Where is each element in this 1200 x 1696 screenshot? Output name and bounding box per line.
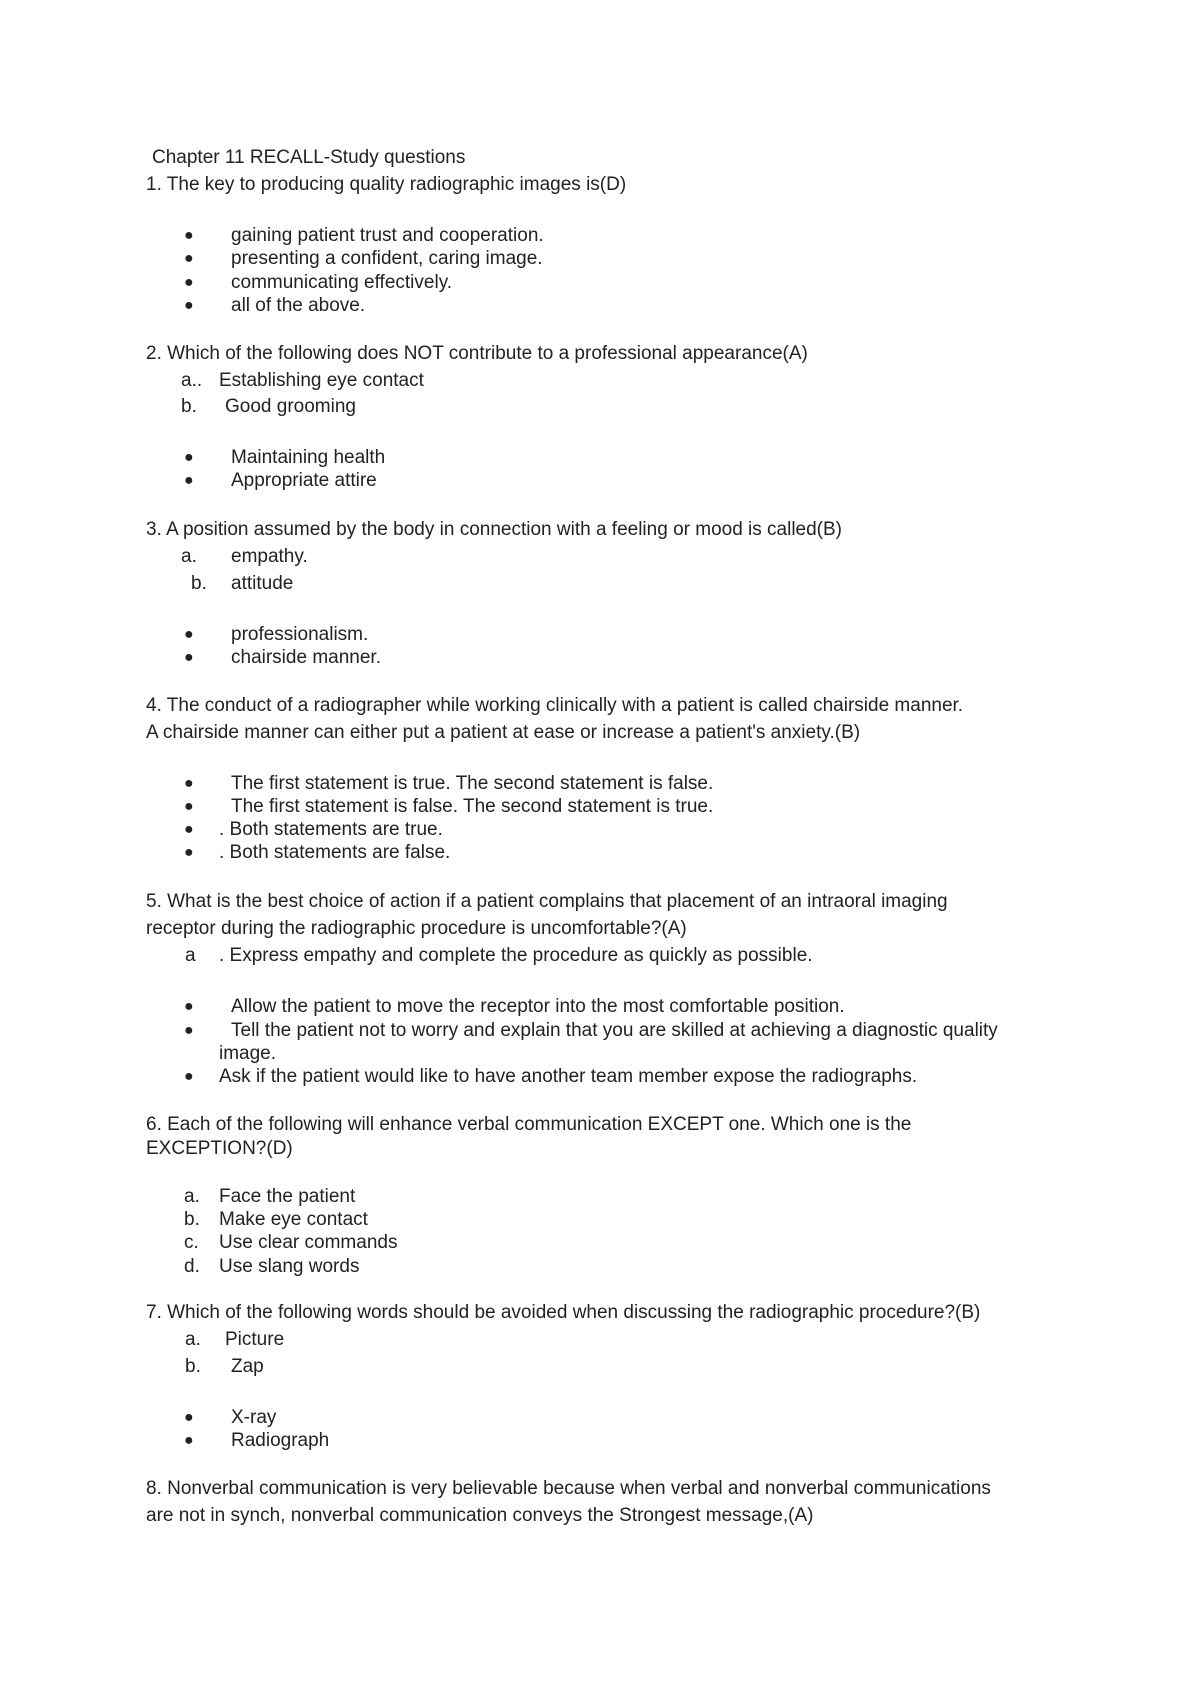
bullet-icon: ● xyxy=(184,1409,194,1426)
bullet-icon: ● xyxy=(184,472,194,489)
question-8-line-1: 8. Nonverbal communication is very believable because when verbal and nonverbal communications xyxy=(146,1478,991,1499)
bullet-icon: ● xyxy=(184,1022,194,1039)
q5-option-3: Ask if the patient would like to have another team member expose the radiographs. xyxy=(219,1066,918,1087)
bullet-icon: ● xyxy=(184,798,194,815)
question-7: 7. Which of the following words should be avoided when discussing the radiographic procedure?(B) xyxy=(146,1302,981,1323)
q6-option-a: Face the patient xyxy=(219,1186,356,1207)
bullet-icon: ● xyxy=(184,998,194,1015)
q6-option-c: Use clear commands xyxy=(219,1232,398,1253)
q7-option-d: Radiograph xyxy=(231,1430,330,1451)
question-6-line-1: 6. Each of the following will enhance verbal communication EXCEPT one. Which one is the xyxy=(146,1114,912,1135)
q4-option-1: The first statement is true. The second statement is false. xyxy=(231,773,714,794)
q1-option-2: presenting a confident, caring image. xyxy=(231,248,543,269)
q2-option-b: Good grooming xyxy=(225,396,356,417)
q2-option-d: Appropriate attire xyxy=(231,470,377,491)
q5-option-2: Tell the patient not to worry and explain that you are skilled at achieving a diagnostic quality xyxy=(231,1020,998,1041)
bullet-icon: ● xyxy=(184,227,194,244)
bullet-icon: ● xyxy=(184,250,194,267)
q7-option-a: Picture xyxy=(225,1329,285,1350)
q2-option-c: Maintaining health xyxy=(231,447,386,468)
q5-option-1: Allow the patient to move the receptor into the most comfortable position. xyxy=(231,996,845,1017)
q3-option-a: empathy. xyxy=(231,546,308,567)
q2-letter-b: b. xyxy=(181,396,197,417)
q7-option-b: Zap xyxy=(231,1356,264,1377)
question-5-line-1: 5. What is the best choice of action if a patient complains that placement of an intraoral imaging xyxy=(146,891,948,912)
q5-letter-a: a xyxy=(185,945,196,966)
question-2: 2. Which of the following does NOT contribute to a professional appearance(A) xyxy=(146,343,808,364)
q6-option-d: Use slang words xyxy=(219,1256,360,1277)
q3-option-c: professionalism. xyxy=(231,624,369,645)
bullet-icon: ● xyxy=(184,626,194,643)
question-4-line-1: 4. The conduct of a radiographer while working clinically with a patient is called chairside manner. xyxy=(146,695,964,716)
q6-letter-b: b. xyxy=(184,1209,200,1230)
q3-letter-b: b. xyxy=(191,573,207,594)
q7-option-c: X-ray xyxy=(231,1407,277,1428)
q4-option-2: The first statement is false. The second statement is true. xyxy=(231,796,714,817)
question-3: 3. A position assumed by the body in connection with a feeling or mood is called(B) xyxy=(146,519,843,540)
bullet-icon: ● xyxy=(184,649,194,666)
q5-option-2-continued: image. xyxy=(219,1043,277,1064)
q4-option-3: . Both statements are true. xyxy=(219,819,443,840)
q7-letter-a: a. xyxy=(185,1329,201,1350)
document-title: Chapter 11 RECALL-Study questions xyxy=(152,147,466,168)
q2-letter-a: a.. xyxy=(181,370,203,391)
q3-letter-a: a. xyxy=(181,546,197,567)
q6-letter-a: a. xyxy=(184,1186,200,1207)
bullet-icon: ● xyxy=(184,1432,194,1449)
question-6-line-2: EXCEPTION?(D) xyxy=(146,1138,293,1159)
q6-option-b: Make eye contact xyxy=(219,1209,368,1230)
q2-option-a: Establishing eye contact xyxy=(219,370,424,391)
question-5-line-2: receptor during the radiographic procedure is uncomfortable?(A) xyxy=(146,918,687,939)
bullet-icon: ● xyxy=(184,821,194,838)
question-1: 1. The key to producing quality radiographic images is(D) xyxy=(146,174,627,195)
question-8-line-2: are not in synch, nonverbal communication conveys the Strongest message,(A) xyxy=(146,1505,814,1526)
q1-option-3: communicating effectively. xyxy=(231,272,453,293)
question-4-line-2: A chairside manner can either put a patient at ease or increase a patient's anxiety.(B) xyxy=(146,722,861,743)
bullet-icon: ● xyxy=(184,775,194,792)
bullet-icon: ● xyxy=(184,297,194,314)
bullet-icon: ● xyxy=(184,449,194,466)
bullet-icon: ● xyxy=(184,274,194,291)
q3-option-d: chairside manner. xyxy=(231,647,381,668)
q3-option-b: attitude xyxy=(231,573,294,594)
q1-option-4: all of the above. xyxy=(231,295,366,316)
bullet-icon: ● xyxy=(184,1068,194,1085)
q6-letter-d: d. xyxy=(184,1256,200,1277)
q5-option-a: . Express empathy and complete the procedure as quickly as possible. xyxy=(219,945,813,966)
q6-letter-c: c. xyxy=(184,1232,199,1253)
bullet-icon: ● xyxy=(184,844,194,861)
q7-letter-b: b. xyxy=(185,1356,201,1377)
q4-option-4: . Both statements are false. xyxy=(219,842,451,863)
q1-option-1: gaining patient trust and cooperation. xyxy=(231,225,544,246)
